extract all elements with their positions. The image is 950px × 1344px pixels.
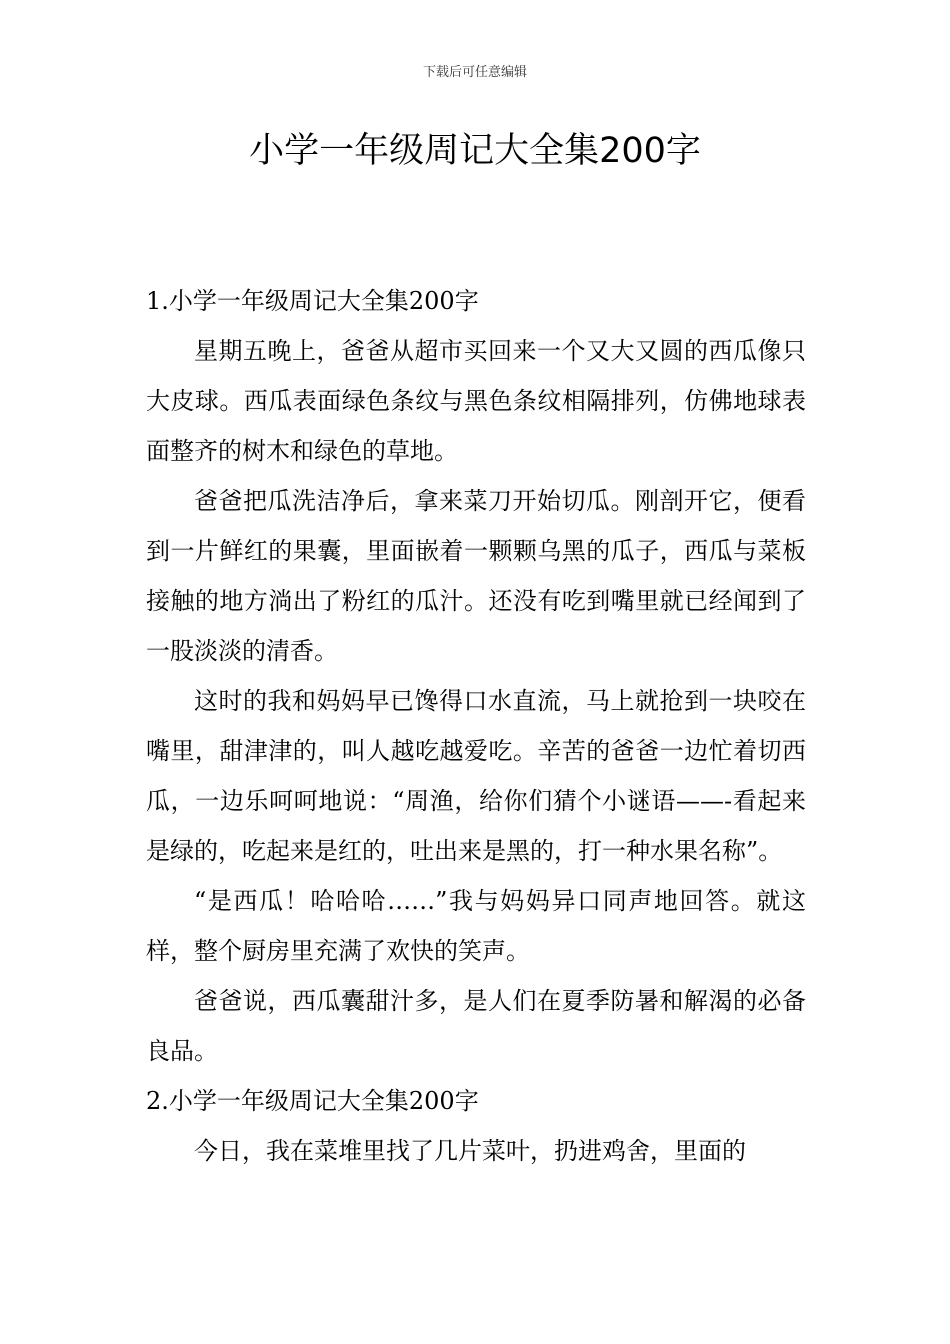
paragraph: 星期五晚上，爸爸从超市买回来一个又大又圆的西瓜像只大皮球。西瓜表面绿色条纹与黑色条纹相隔排列，仿佛地球表面整齐的树木和绿色的草地。 — [146, 337, 806, 465]
section-heading: 2.小学一年级周记大全集200字 — [146, 1087, 479, 1115]
page-title: 小学一年级周记大全集200字 — [249, 131, 701, 171]
section-1 — [146, 276, 806, 1076]
section-2 — [146, 1076, 806, 1176]
paragraph: “是西瓜！哈哈哈……”我与妈妈异口同声地回答。就这样，整个厨房里充满了欢快的笑声。 — [146, 887, 806, 965]
paragraph: 爸爸说，西瓜囊甜汁多，是人们在夏季防暑和解渴的必备良品。 — [146, 987, 806, 1065]
document-body — [146, 276, 806, 1176]
paragraph: 今日，我在菜堆里找了几片菜叶，扔进鸡舍，里面的 — [194, 1137, 746, 1165]
header-note: 下载后可任意编辑 — [422, 65, 527, 80]
paragraph: 爸爸把瓜洗洁净后，拿来菜刀开始切瓜。刚剖开它，便看到一片鲜红的果囊，里面嵌着一颗颗乌黑的瓜子，西瓜与菜板接触的地方淌出了粉红的瓜汁。还没有吃到嘴里就已经闻到了一股淡淡的清香。 — [146, 487, 806, 665]
paragraph: 这时的我和妈妈早已馋得口水直流，马上就抢到一块咬在嘴里，甜津津的，叫人越吃越爱吃。辛苦的爸爸一边忙着切西瓜，一边乐呵呵地说：“周渔，给你们猜个小谜语——-看起来是绿的，吃起来是红的，吐出来是黑的，打一种水果名称”。 — [146, 687, 806, 865]
section-heading: 1.小学一年级周记大全集200字 — [146, 287, 479, 315]
